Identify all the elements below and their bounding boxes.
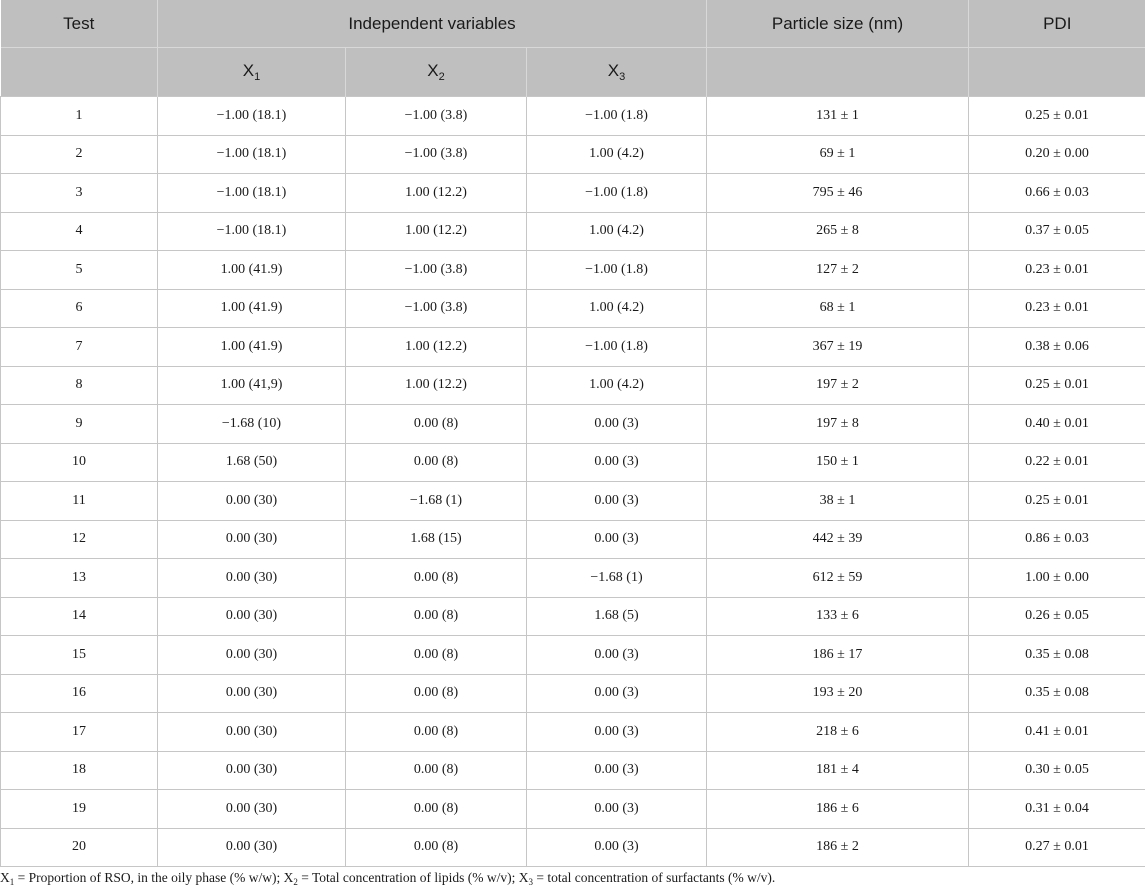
cell-test: 19	[1, 790, 158, 829]
header-test-blank	[1, 48, 158, 97]
table-row	[1, 405, 1145, 444]
header-x2: $X_2$	[346, 48, 527, 97]
table-row	[1, 597, 1145, 636]
cell-x1: 1.00 (41.9)	[158, 289, 346, 328]
header-pdi: PDI	[969, 0, 1145, 48]
cell-particle-size: 197 ± 2	[707, 366, 969, 405]
cell-test: 4	[1, 212, 158, 251]
cell-x3: 1.00 (4.2)	[527, 135, 707, 174]
cell-x3: 0.00 (3)	[527, 443, 707, 482]
cell-particle-size: 186 ± 6	[707, 790, 969, 829]
table-row	[1, 674, 1145, 713]
table-row	[1, 135, 1145, 174]
cell-pdi: 0.41 ± 0.01	[969, 713, 1145, 752]
cell-x3: −1.00 (1.8)	[527, 328, 707, 367]
cell-test: 15	[1, 636, 158, 675]
cell-test: 7	[1, 328, 158, 367]
cell-x1: 1.68 (50)	[158, 443, 346, 482]
table-body	[1, 97, 1145, 867]
cell-x3: 0.00 (3)	[527, 482, 707, 521]
cell-particle-size: 181 ± 4	[707, 751, 969, 790]
cell-x3: 1.00 (4.2)	[527, 366, 707, 405]
cell-x1: 0.00 (30)	[158, 520, 346, 559]
cell-pdi: 0.40 ± 0.01	[969, 405, 1145, 444]
cell-particle-size: 612 ± 59	[707, 559, 969, 598]
cell-test: 17	[1, 713, 158, 752]
cell-x1: 0.00 (30)	[158, 636, 346, 675]
cell-particle-size: 150 ± 1	[707, 443, 969, 482]
header-x1: $X_1$	[158, 48, 346, 97]
header-row-primary	[1, 0, 1145, 48]
cell-test: 8	[1, 366, 158, 405]
cell-pdi: 0.20 ± 0.00	[969, 135, 1145, 174]
cell-pdi: 0.26 ± 0.05	[969, 597, 1145, 636]
table-row	[1, 520, 1145, 559]
cell-x3: 0.00 (3)	[527, 713, 707, 752]
cell-x2: 0.00 (8)	[346, 636, 527, 675]
cell-particle-size: 131 ± 1	[707, 97, 969, 136]
cell-x1: 0.00 (30)	[158, 828, 346, 867]
cell-test: 2	[1, 135, 158, 174]
cell-x2: 0.00 (8)	[346, 713, 527, 752]
cell-x3: 0.00 (3)	[527, 636, 707, 675]
cell-x2: −1.00 (3.8)	[346, 97, 527, 136]
cell-x2: 1.00 (12.2)	[346, 328, 527, 367]
cell-x1: 0.00 (30)	[158, 713, 346, 752]
table-row	[1, 559, 1145, 598]
cell-particle-size: 68 ± 1	[707, 289, 969, 328]
cell-test: 18	[1, 751, 158, 790]
cell-test: 11	[1, 482, 158, 521]
cell-x2: 0.00 (8)	[346, 559, 527, 598]
table-row	[1, 174, 1145, 213]
cell-x3: 0.00 (3)	[527, 405, 707, 444]
cell-x1: 0.00 (30)	[158, 597, 346, 636]
table-footnote: $X_1$ = Proportion of RSO, in the oily phase (% w/w); $X_2$ = Total concentration of lipids (% w/v); $X_3$ = total concentration of surfactants (% w/v).	[0, 870, 776, 887]
cell-particle-size: 442 ± 39	[707, 520, 969, 559]
cell-pdi: 0.25 ± 0.01	[969, 366, 1145, 405]
cell-x3: −1.00 (1.8)	[527, 174, 707, 213]
cell-pdi: 0.35 ± 0.08	[969, 674, 1145, 713]
cell-x1: 0.00 (30)	[158, 559, 346, 598]
cell-pdi: 0.27 ± 0.01	[969, 828, 1145, 867]
table-row	[1, 366, 1145, 405]
cell-particle-size: 218 ± 6	[707, 713, 969, 752]
table-row	[1, 97, 1145, 136]
table-row	[1, 482, 1145, 521]
cell-x2: 0.00 (8)	[346, 751, 527, 790]
cell-pdi: 0.37 ± 0.05	[969, 212, 1145, 251]
cell-x2: 0.00 (8)	[346, 405, 527, 444]
cell-x2: 1.00 (12.2)	[346, 366, 527, 405]
cell-x3: 0.00 (3)	[527, 674, 707, 713]
cell-x2: 0.00 (8)	[346, 674, 527, 713]
cell-pdi: 0.86 ± 0.03	[969, 520, 1145, 559]
cell-test: 14	[1, 597, 158, 636]
table-row	[1, 251, 1145, 290]
cell-pdi: 0.35 ± 0.08	[969, 636, 1145, 675]
cell-x3: −1.00 (1.8)	[527, 251, 707, 290]
cell-pdi: 0.23 ± 0.01	[969, 251, 1145, 290]
cell-x3: 1.00 (4.2)	[527, 289, 707, 328]
cell-x2: −1.68 (1)	[346, 482, 527, 521]
cell-particle-size: 795 ± 46	[707, 174, 969, 213]
header-x3: $X_3$	[527, 48, 707, 97]
cell-x1: 0.00 (30)	[158, 751, 346, 790]
table-row	[1, 751, 1145, 790]
table-row	[1, 212, 1145, 251]
cell-test: 9	[1, 405, 158, 444]
cell-particle-size: 38 ± 1	[707, 482, 969, 521]
table-row	[1, 828, 1145, 867]
cell-particle-size: 186 ± 17	[707, 636, 969, 675]
cell-x1: −1.00 (18.1)	[158, 135, 346, 174]
cell-x3: 0.00 (3)	[527, 828, 707, 867]
header-row-secondary	[1, 48, 1145, 97]
cell-x1: 0.00 (30)	[158, 790, 346, 829]
cell-particle-size: 69 ± 1	[707, 135, 969, 174]
table-row	[1, 790, 1145, 829]
cell-x2: 1.68 (15)	[346, 520, 527, 559]
cell-test: 1	[1, 97, 158, 136]
cell-x2: −1.00 (3.8)	[346, 251, 527, 290]
header-independent-variables: Independent variables	[158, 0, 707, 48]
header-size-blank	[707, 48, 969, 97]
cell-x3: 0.00 (3)	[527, 790, 707, 829]
cell-pdi: 0.30 ± 0.05	[969, 751, 1145, 790]
cell-x2: 0.00 (8)	[346, 828, 527, 867]
table-row	[1, 289, 1145, 328]
cell-x2: 1.00 (12.2)	[346, 174, 527, 213]
cell-x3: 0.00 (3)	[527, 520, 707, 559]
cell-x2: −1.00 (3.8)	[346, 289, 527, 328]
cell-x1: 0.00 (30)	[158, 482, 346, 521]
cell-test: 20	[1, 828, 158, 867]
cell-x2: −1.00 (3.8)	[346, 135, 527, 174]
cell-test: 6	[1, 289, 158, 328]
cell-pdi: 0.66 ± 0.03	[969, 174, 1145, 213]
cell-x3: −1.68 (1)	[527, 559, 707, 598]
cell-particle-size: 367 ± 19	[707, 328, 969, 367]
cell-particle-size: 186 ± 2	[707, 828, 969, 867]
cell-pdi: 0.25 ± 0.01	[969, 482, 1145, 521]
cell-x2: 0.00 (8)	[346, 443, 527, 482]
cell-particle-size: 265 ± 8	[707, 212, 969, 251]
cell-x1: 1.00 (41.9)	[158, 251, 346, 290]
header-test: Test	[1, 0, 158, 48]
cell-x1: −1.00 (18.1)	[158, 212, 346, 251]
table-header	[1, 0, 1145, 97]
cell-test: 16	[1, 674, 158, 713]
cell-x3: 1.00 (4.2)	[527, 212, 707, 251]
cell-pdi: 0.22 ± 0.01	[969, 443, 1145, 482]
cell-pdi: 0.31 ± 0.04	[969, 790, 1145, 829]
cell-x2: 1.00 (12.2)	[346, 212, 527, 251]
cell-x2: 0.00 (8)	[346, 790, 527, 829]
cell-pdi: 0.23 ± 0.01	[969, 289, 1145, 328]
cell-x1: 1.00 (41,9)	[158, 366, 346, 405]
cell-pdi: 1.00 ± 0.00	[969, 559, 1145, 598]
cell-x3: 0.00 (3)	[527, 751, 707, 790]
cell-particle-size: 127 ± 2	[707, 251, 969, 290]
table-row	[1, 443, 1145, 482]
cell-x3: −1.00 (1.8)	[527, 97, 707, 136]
cell-test: 13	[1, 559, 158, 598]
cell-x1: 1.00 (41.9)	[158, 328, 346, 367]
cell-x1: −1.00 (18.1)	[158, 97, 346, 136]
cell-x3: 1.68 (5)	[527, 597, 707, 636]
table-row	[1, 636, 1145, 675]
cell-x1: −1.00 (18.1)	[158, 174, 346, 213]
header-pdi-blank	[969, 48, 1145, 97]
cell-test: 10	[1, 443, 158, 482]
cell-test: 3	[1, 174, 158, 213]
cell-particle-size: 197 ± 8	[707, 405, 969, 444]
cell-particle-size: 193 ± 20	[707, 674, 969, 713]
cell-pdi: 0.25 ± 0.01	[969, 97, 1145, 136]
cell-test: 5	[1, 251, 158, 290]
cell-pdi: 0.38 ± 0.06	[969, 328, 1145, 367]
cell-x1: 0.00 (30)	[158, 674, 346, 713]
header-particle-size: Particle size (nm)	[707, 0, 969, 48]
cell-test: 12	[1, 520, 158, 559]
table-row	[1, 713, 1145, 752]
cell-particle-size: 133 ± 6	[707, 597, 969, 636]
table-row	[1, 328, 1145, 367]
cell-x2: 0.00 (8)	[346, 597, 527, 636]
cell-x1: −1.68 (10)	[158, 405, 346, 444]
